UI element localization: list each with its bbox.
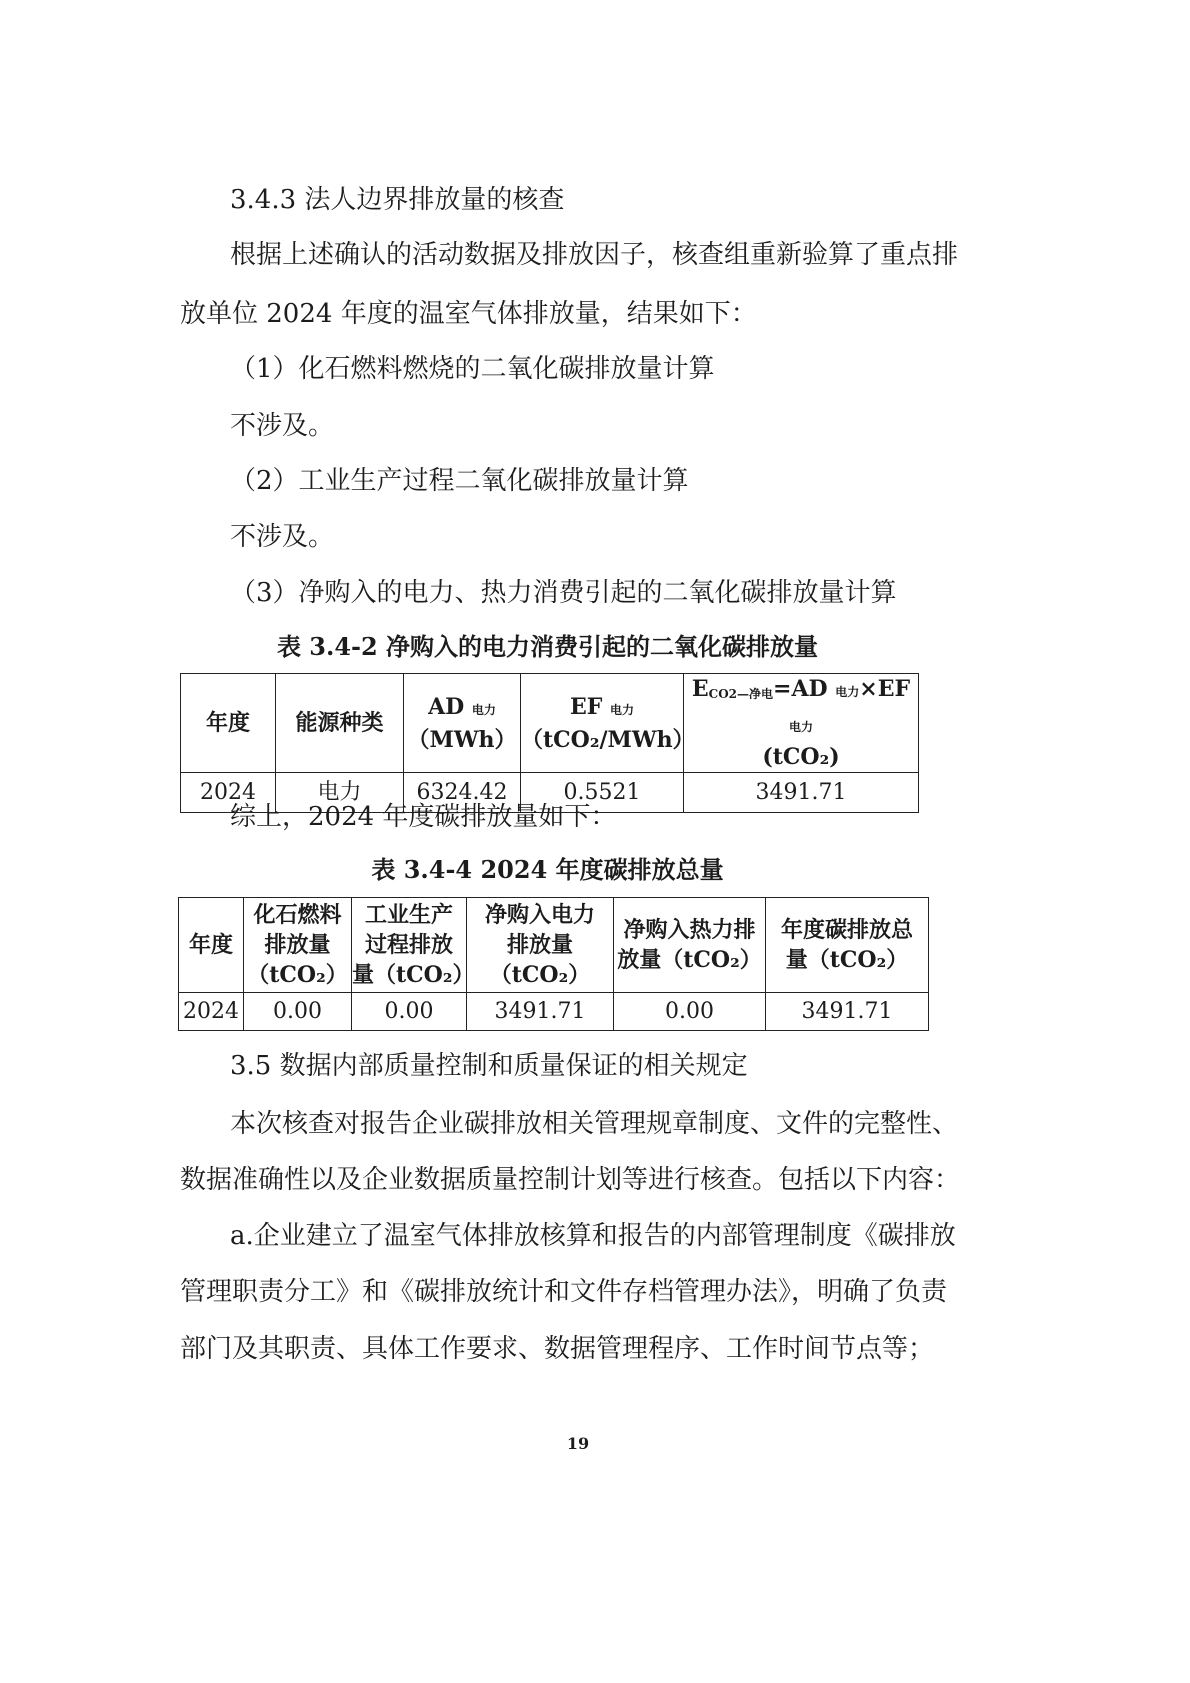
list-item-2: （2）工业生产过程二氧化碳排放量计算 xyxy=(230,466,689,496)
table-header-row xyxy=(181,674,919,773)
header-year: 年度 xyxy=(179,898,244,993)
cell-ef: 0.5521 xyxy=(521,773,684,813)
cell-electricity: 3491.71 xyxy=(467,993,614,1031)
section-heading-343: 3.4.3 法人边界排放量的核查 xyxy=(230,185,565,215)
list-item-1: （1）化石燃料燃烧的二氧化碳排放量计算 xyxy=(230,354,715,384)
paragraph-line: 放单位 2024 年度的温室气体排放量，结果如下： xyxy=(180,299,757,329)
paragraph-line: 部门及其职责、具体工作要求、数据管理程序、工作时间节点等； xyxy=(180,1334,935,1364)
header-fossil: 化石燃料 排放量 （tCO₂） xyxy=(244,898,352,993)
list-item-1-note: 不涉及。 xyxy=(230,411,335,441)
electricity-emission-table xyxy=(180,673,919,813)
cell-year: 2024 xyxy=(181,773,276,813)
cell-ad: 6324.42 xyxy=(404,773,521,813)
header-year: 年度 xyxy=(181,674,276,773)
table-caption: 表 3.4-4 2024 年度碳排放总量 xyxy=(371,855,724,884)
table-row xyxy=(179,993,929,1031)
paragraph-line: 管理职责分工》和《碳排放统计和文件存档管理办法》，明确了负责 xyxy=(180,1277,948,1307)
cell-heat: 0.00 xyxy=(614,993,766,1031)
cell-year: 2024 xyxy=(179,993,244,1031)
header-emission: ECO2—净电=AD 电力×EF 电力 (tCO₂) xyxy=(684,674,919,773)
header-ef: EF 电力 （tCO₂/MWh） xyxy=(521,674,684,773)
header-electricity: 净购入电力 排放量 （tCO₂） xyxy=(467,898,614,993)
paragraph-line: a.企业建立了温室气体排放核算和报告的内部管理制度《碳排放 xyxy=(230,1221,956,1251)
paragraph-line: 根据上述确认的活动数据及排放因子，核查组重新验算了重点排 xyxy=(230,240,959,270)
header-ad: AD 电力 （MWh） xyxy=(404,674,521,773)
page-number: 19 xyxy=(566,1434,590,1453)
section-heading-35: 3.5 数据内部质量控制和质量保证的相关规定 xyxy=(230,1051,748,1081)
cell-total: 3491.71 xyxy=(766,993,929,1031)
list-item-3: （3）净购入的电力、热力消费引起的二氧化碳排放量计算 xyxy=(230,578,897,608)
cell-process: 0.00 xyxy=(352,993,467,1031)
list-item-2-note: 不涉及。 xyxy=(230,522,335,552)
header-total: 年度碳排放总 量（tCO₂） xyxy=(766,898,929,993)
cell-emission: 3491.71 xyxy=(684,773,919,813)
header-heat: 净购入热力排 放量（tCO₂） xyxy=(614,898,766,993)
summary-text: 综上，2024 年度碳排放量如下： xyxy=(230,802,617,832)
header-energy-type: 能源种类 xyxy=(276,674,404,773)
total-emission-table xyxy=(178,897,929,1031)
cell-fossil: 0.00 xyxy=(244,993,352,1031)
paragraph-line: 数据准确性以及企业数据质量控制计划等进行核查。包括以下内容： xyxy=(180,1165,961,1195)
cell-energy-type: 电力 xyxy=(276,773,404,813)
table-header-row xyxy=(179,898,929,993)
paragraph-line: 本次核查对报告企业碳排放相关管理规章制度、文件的完整性、 xyxy=(230,1109,959,1139)
table-caption: 表 3.4-2 净购入的电力消费引起的二氧化碳排放量 xyxy=(276,632,819,661)
header-process: 工业生产 过程排放 量（tCO₂） xyxy=(352,898,467,993)
